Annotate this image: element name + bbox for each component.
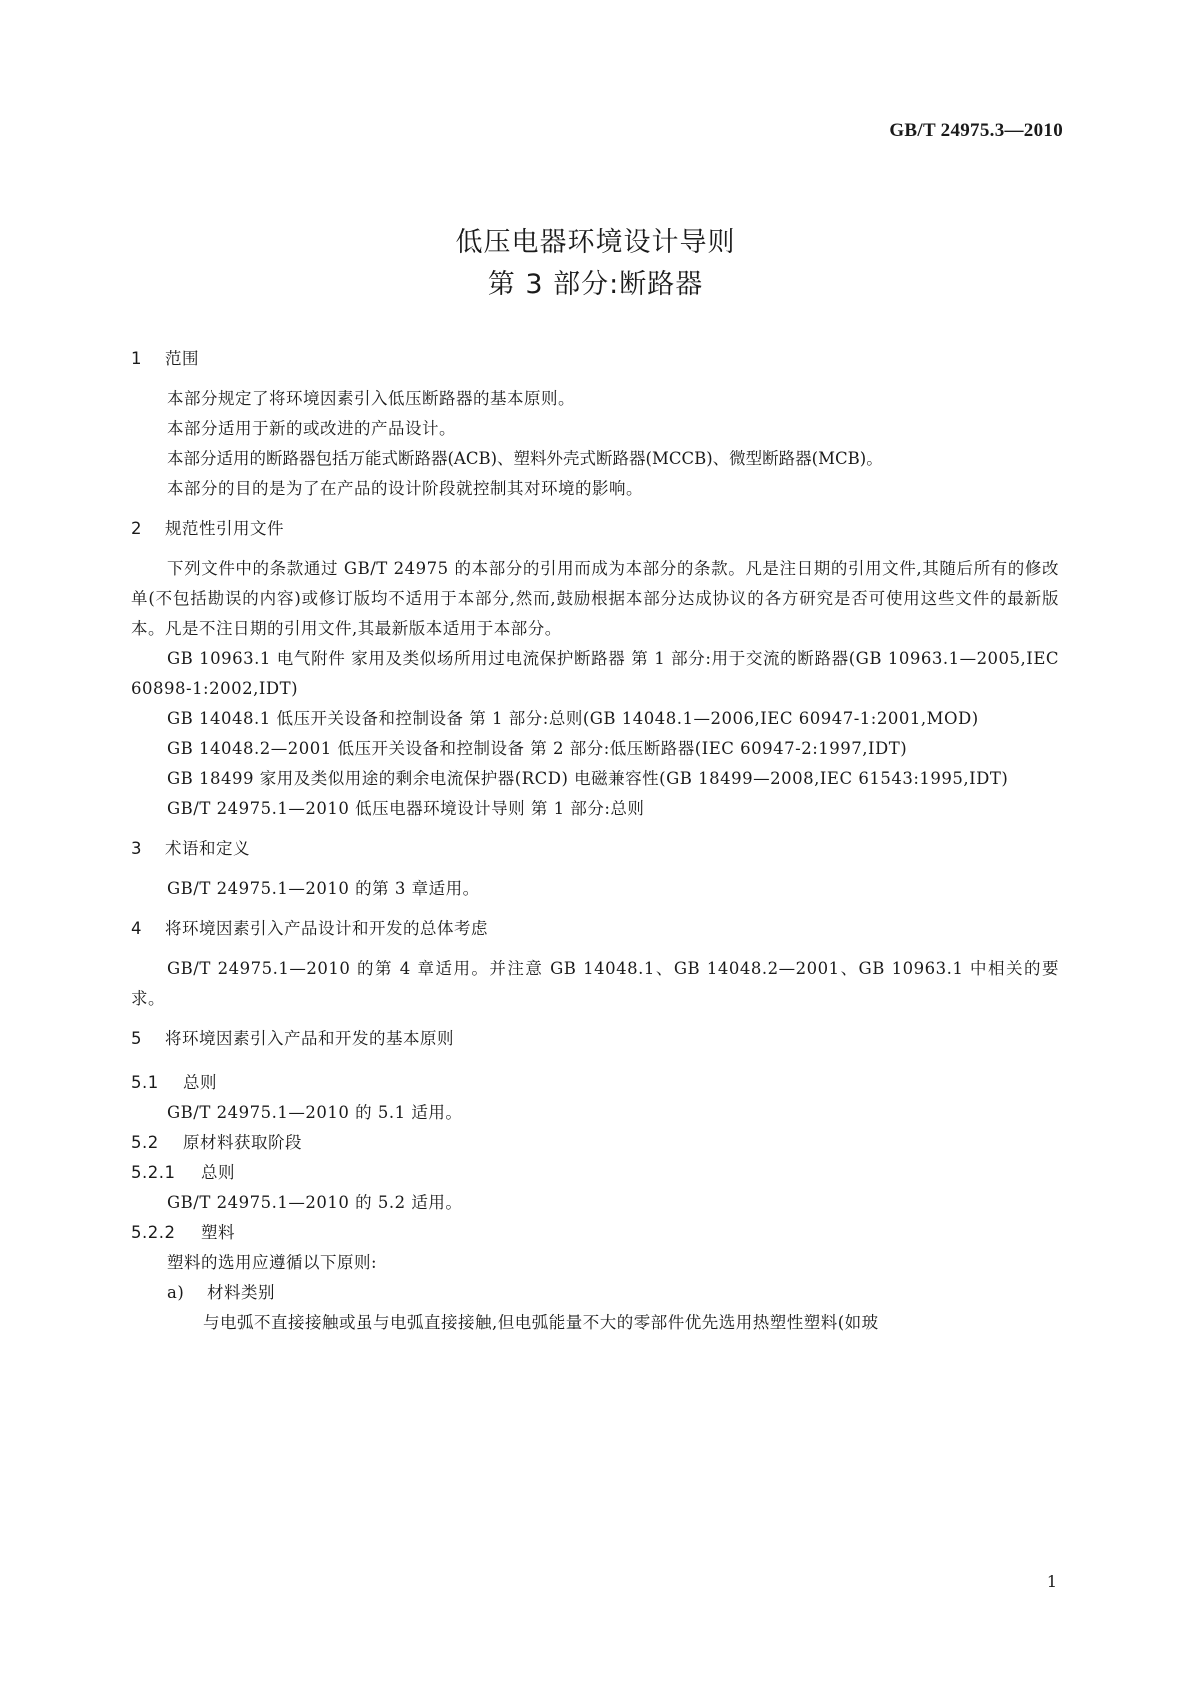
reference-item: GB/T 24975.1—2010 低压电器环境设计导则 第 1 部分:总则 xyxy=(167,799,645,818)
paragraph: 本部分规定了将环境因素引入低压断路器的基本原则。 xyxy=(167,389,575,408)
title-sub: 第 3 部分:断路器 xyxy=(487,269,704,300)
section-title: 规范性引用文件 xyxy=(165,519,284,538)
section-number: 4 xyxy=(131,919,142,938)
reference-item: GB 14048.1 低压开关设备和控制设备 第 1 部分:总则(GB 14048.1—2006,IEC 60947-1:2001,MOD) xyxy=(167,709,979,728)
section-title: 塑料 xyxy=(201,1223,235,1242)
section-number: 5.2 xyxy=(131,1133,159,1152)
section-number: 5 xyxy=(131,1029,142,1048)
section-number: 5.1 xyxy=(131,1073,159,1092)
list-item-text: 与电弧不直接接触或虽与电弧直接接触,但电弧能量不大的零部件优先选用热塑性塑料(如玻 xyxy=(203,1313,879,1332)
section-title: 将环境因素引入产品和开发的基本原则 xyxy=(165,1029,454,1048)
section-5-1-heading xyxy=(131,1068,1059,1098)
list-marker: a) xyxy=(167,1283,185,1302)
paragraph: GB/T 24975.1—2010 的第 4 章适用。并注意 GB 14048.1、GB 14048.2—2001、GB 10963.1 中相关的要求。 xyxy=(131,959,1059,1008)
paragraph: 本部分的目的是为了在产品的设计阶段就控制其对环境的影响。 xyxy=(167,479,643,498)
paragraph: GB/T 24975.1—2010 的 5.2 适用。 xyxy=(167,1193,463,1212)
section-5-2-heading xyxy=(131,1128,1059,1158)
section-number: 3 xyxy=(131,839,142,858)
paragraph: 本部分适用的断路器包括万能式断路器(ACB)、塑料外壳式断路器(MCCB)、微型断路器(MCB)。 xyxy=(167,449,883,468)
document-title xyxy=(0,222,1191,306)
paragraph: GB/T 24975.1—2010 的第 3 章适用。 xyxy=(167,879,480,898)
section-title: 术语和定义 xyxy=(165,839,250,858)
paragraph: 下列文件中的条款通过 GB/T 24975 的本部分的引用而成为本部分的条款。凡是注日期的引用文件,其随后所有的修改单(不包括勘误的内容)或修订版均不适用于本部分,然而,鼓励根据本部分达成协议的各方研究是否可使用这些文件的最新版本。凡是不注日期的引用文件,其最新版本适用于本部分。 xyxy=(131,559,1059,638)
section-number: 5.2.1 xyxy=(131,1163,176,1182)
reference-item: GB 14048.2—2001 低压开关设备和控制设备 第 2 部分:低压断路器(IEC 60947-2:1997,IDT) xyxy=(167,739,908,758)
section-title: 原材料获取阶段 xyxy=(183,1133,302,1152)
reference-item: GB 18499 家用及类似用途的剩余电流保护器(RCD) 电磁兼容性(GB 18499—2008,IEC 61543:1995,IDT) xyxy=(167,769,1009,788)
list-item-a xyxy=(131,1278,1059,1308)
section-5-2-2-heading xyxy=(131,1218,1059,1248)
section-3-heading xyxy=(131,834,1059,864)
paragraph: 塑料的选用应遵循以下原则: xyxy=(167,1253,378,1272)
paragraph: 本部分适用于新的或改进的产品设计。 xyxy=(167,419,456,438)
section-number: 5.2.2 xyxy=(131,1223,176,1242)
section-5-2-1-heading xyxy=(131,1158,1059,1188)
section-title: 将环境因素引入产品设计和开发的总体考虑 xyxy=(165,919,488,938)
paragraph: GB/T 24975.1—2010 的 5.1 适用。 xyxy=(167,1103,463,1122)
section-title: 总则 xyxy=(183,1073,217,1092)
page-number: 1 xyxy=(1046,1572,1057,1591)
section-5-heading xyxy=(131,1024,1059,1054)
section-2-heading xyxy=(131,514,1059,544)
section-4-heading xyxy=(131,914,1059,944)
section-1-heading xyxy=(131,344,1059,374)
section-number: 2 xyxy=(131,519,142,538)
title-main: 低压电器环境设计导则 xyxy=(455,227,736,258)
document-body xyxy=(131,344,1059,1338)
reference-item: GB 10963.1 电气附件 家用及类似场所用过电流保护断路器 第 1 部分:用于交流的断路器(GB 10963.1—2005,IEC 60898-1:2002,IDT) xyxy=(131,649,1059,698)
section-title: 范围 xyxy=(165,349,199,368)
list-item-label: 材料类别 xyxy=(207,1283,275,1302)
section-number: 1 xyxy=(131,349,142,368)
standard-code: GB/T 24975.3—2010 xyxy=(889,120,1063,141)
section-title: 总则 xyxy=(201,1163,235,1182)
